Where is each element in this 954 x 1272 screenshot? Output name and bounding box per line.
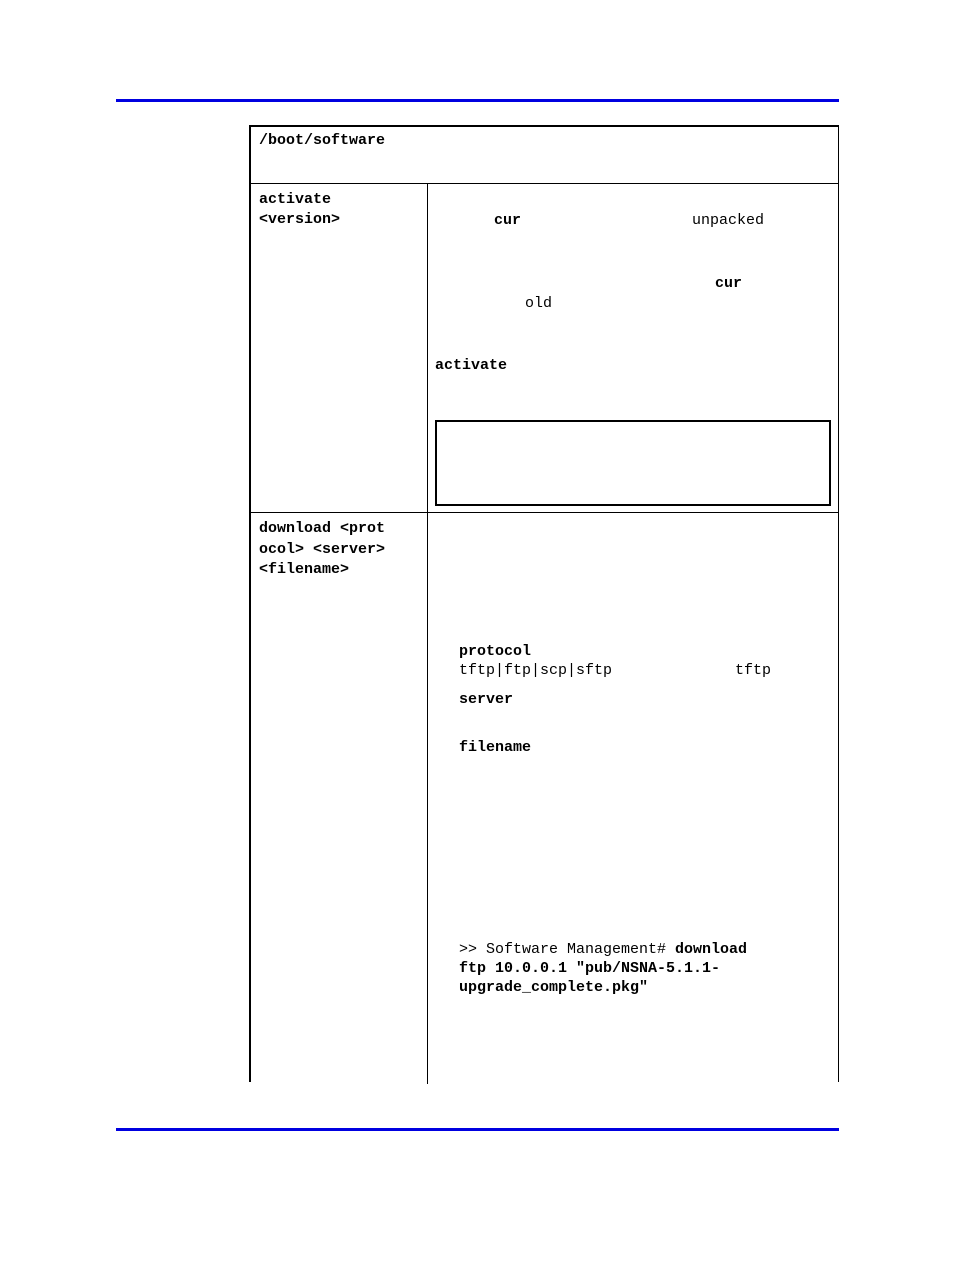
row-divider <box>251 512 838 513</box>
section-title: /boot/software <box>259 132 386 149</box>
keyword-cur: cur <box>715 275 743 292</box>
command-download-line2: ocol> <server> <box>259 541 386 558</box>
keyword-cur: cur <box>494 212 522 229</box>
footer-rule <box>116 1128 839 1131</box>
command-download-line3: <filename> <box>259 561 350 578</box>
keyword-old: old <box>525 295 553 312</box>
param-server: server <box>459 691 514 708</box>
example-line2: ftp 10.0.0.1 "pub/NSNA-5.1.1- <box>459 960 721 977</box>
example-line1 <box>459 940 747 960</box>
command-activate-line2: <version> <box>259 211 341 228</box>
row-divider <box>251 183 838 184</box>
command-download-line1: download <prot <box>259 520 386 537</box>
example-prompt: >> Software Management# <box>459 941 676 958</box>
param-filename: filename <box>459 739 532 756</box>
column-divider <box>427 183 428 1084</box>
protocol-default: tftp <box>735 662 772 679</box>
param-protocol: protocol <box>459 643 532 660</box>
keyword-activate: activate <box>435 357 508 374</box>
command-table <box>249 125 839 1082</box>
example-line3: upgrade_complete.pkg" <box>459 979 649 996</box>
header-rule <box>116 99 839 102</box>
protocol-options: tftp|ftp|scp|sftp <box>459 662 613 679</box>
keyword-unpacked: unpacked <box>692 212 765 229</box>
example-command: download <box>675 941 748 958</box>
command-activate-line1: activate <box>259 191 332 208</box>
note-box <box>435 420 831 506</box>
